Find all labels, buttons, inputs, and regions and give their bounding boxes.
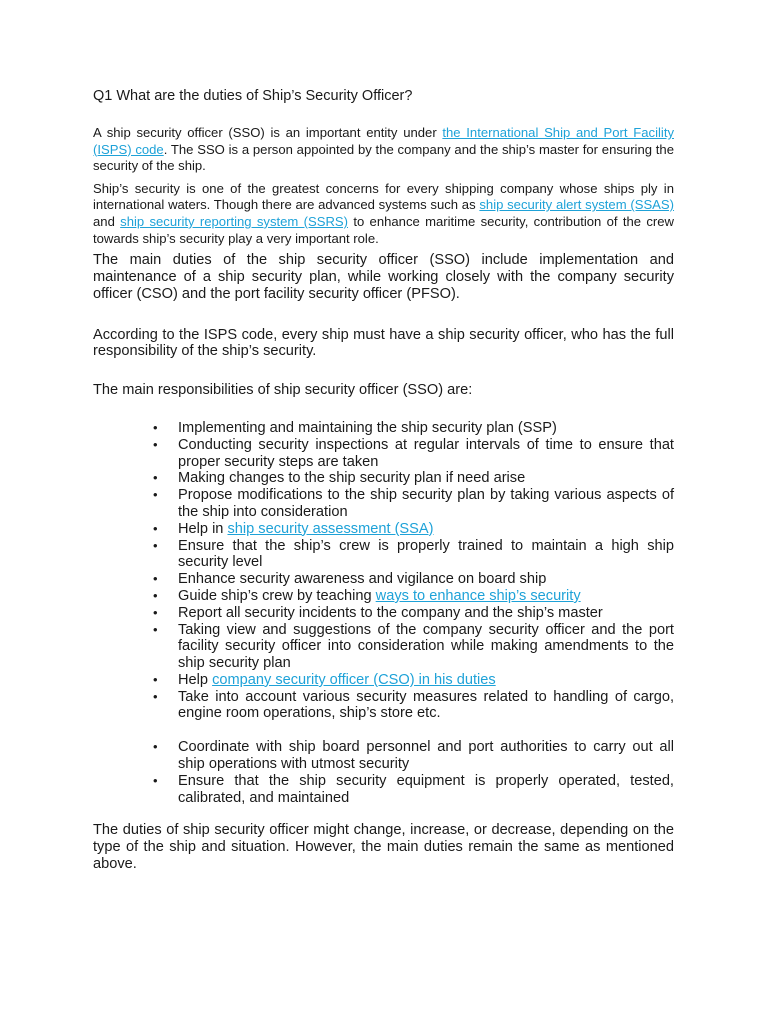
responsibilities-intro: The main responsibilities of ship security officer (SSO) are: xyxy=(93,382,473,399)
list-item xyxy=(93,773,674,807)
intro1-text-1: A ship security officer (SSO) is an important entity under xyxy=(93,125,443,140)
list-item xyxy=(93,470,674,487)
list-item-text: Report all security incidents to the company and the ship’s master xyxy=(178,604,603,621)
intro1-text-2: . The SSO is a person appointed by the company and the ship’s master for ensuring the security of the ship. xyxy=(93,141,674,174)
ssas-link[interactable]: ship security alert system (SSAS) xyxy=(479,197,675,213)
bullet-icon: • xyxy=(153,470,158,486)
bullet-icon: • xyxy=(153,419,158,435)
bullet-icon: • xyxy=(153,621,158,637)
list-item-text: Take into account various security measures related to handling of cargo, engine room operations, ship’s store etc. xyxy=(178,688,674,722)
list-item xyxy=(93,622,674,672)
list-item xyxy=(93,420,674,437)
list-item-text: Enhance security awareness and vigilance on board ship xyxy=(178,571,547,588)
list-item-text: Making changes to the ship security plan if need arise xyxy=(178,470,526,487)
responsibilities-list xyxy=(93,420,674,807)
list-item xyxy=(93,689,674,723)
list-item-text: Guide ship’s crew by teaching xyxy=(178,587,376,604)
cso-duties-link[interactable]: company security officer (CSO) in his duties xyxy=(212,671,496,688)
intro2-text-2: and xyxy=(93,213,121,229)
list-item xyxy=(93,521,674,538)
list-item xyxy=(93,672,674,689)
bullet-icon: • xyxy=(153,604,158,620)
bullet-icon: • xyxy=(153,587,158,603)
bullet-icon: • xyxy=(153,571,158,587)
list-item-text: Coordinate with ship board personnel and port authorities to carry out all ship operations with utmost security xyxy=(178,739,674,773)
list-item xyxy=(93,605,674,622)
list-item xyxy=(93,437,674,471)
bullet-icon: • xyxy=(153,739,158,755)
bullet-icon: • xyxy=(153,772,158,788)
bullet-icon: • xyxy=(153,671,158,687)
list-item xyxy=(93,487,674,521)
bullet-icon: • xyxy=(153,436,158,452)
intro2-text-3: to enhance maritime security, contribution of the crew towards ship’s security play a very important role. xyxy=(93,213,675,246)
intro-paragraph-1 xyxy=(93,125,674,175)
question-title: Q1 What are the duties of Ship’s Security Officer? xyxy=(93,88,413,104)
list-item xyxy=(93,571,674,588)
intro-paragraph-2 xyxy=(93,181,674,247)
isps-requirement-paragraph: According to the ISPS code, every ship must have a ship security officer, who has the full responsibility of the ship’s security. xyxy=(93,326,674,360)
list-item xyxy=(93,538,674,572)
list-item-text: Ensure that the ship’s crew is properly trained to maintain a high ship security level xyxy=(178,537,674,571)
document-page xyxy=(93,86,674,873)
bullet-icon: • xyxy=(153,487,158,503)
list-item xyxy=(93,588,674,605)
list-item xyxy=(93,739,674,773)
list-item-text: Implementing and maintaining the ship security plan (SSP) xyxy=(178,419,557,436)
list-item-text: Conducting security inspections at regular intervals of time to ensure that proper security steps are taken xyxy=(178,436,674,470)
main-duties-paragraph: The main duties of the ship security officer (SSO) include implementation and maintenance of a ship security plan, while working closely with the company security officer (CSO) and the port facility security officer (PFSO). xyxy=(93,252,674,302)
bullet-icon: • xyxy=(153,520,158,536)
list-item-text: Help xyxy=(178,671,213,688)
bullet-icon: • xyxy=(153,537,158,553)
list-item-text: Ensure that the ship security equipment is properly operated, tested, calibrated, and maintained xyxy=(178,772,674,806)
list-item-text: Propose modifications to the ship security plan by taking various aspects of the ship into consideration xyxy=(178,487,674,520)
ssrs-link[interactable]: ship security reporting system (SSRS) xyxy=(120,213,349,229)
bullet-icon: • xyxy=(153,688,158,704)
isps-code-link[interactable]: the International Ship and Port Facility (ISPS) code xyxy=(93,125,674,157)
enhance-security-link[interactable]: ways to enhance ship’s security xyxy=(375,587,581,604)
list-item-text: Taking view and suggestions of the company security officer and the port facility security officer into consideration while making amendments to the ship security plan xyxy=(178,621,674,672)
closing-paragraph: The duties of ship security officer might change, increase, or decrease, depending on the type of the ship and situation. However, the main duties remain the same as mentioned above. xyxy=(93,822,674,873)
ssa-link[interactable]: ship security assessment (SSA) xyxy=(227,520,434,537)
list-item-text: Help in xyxy=(178,520,228,537)
intro2-text-1: Ship’s security is one of the greatest concerns for every shipping company whose ships ply in international waters. Though there are advanced systems such as xyxy=(93,180,674,213)
